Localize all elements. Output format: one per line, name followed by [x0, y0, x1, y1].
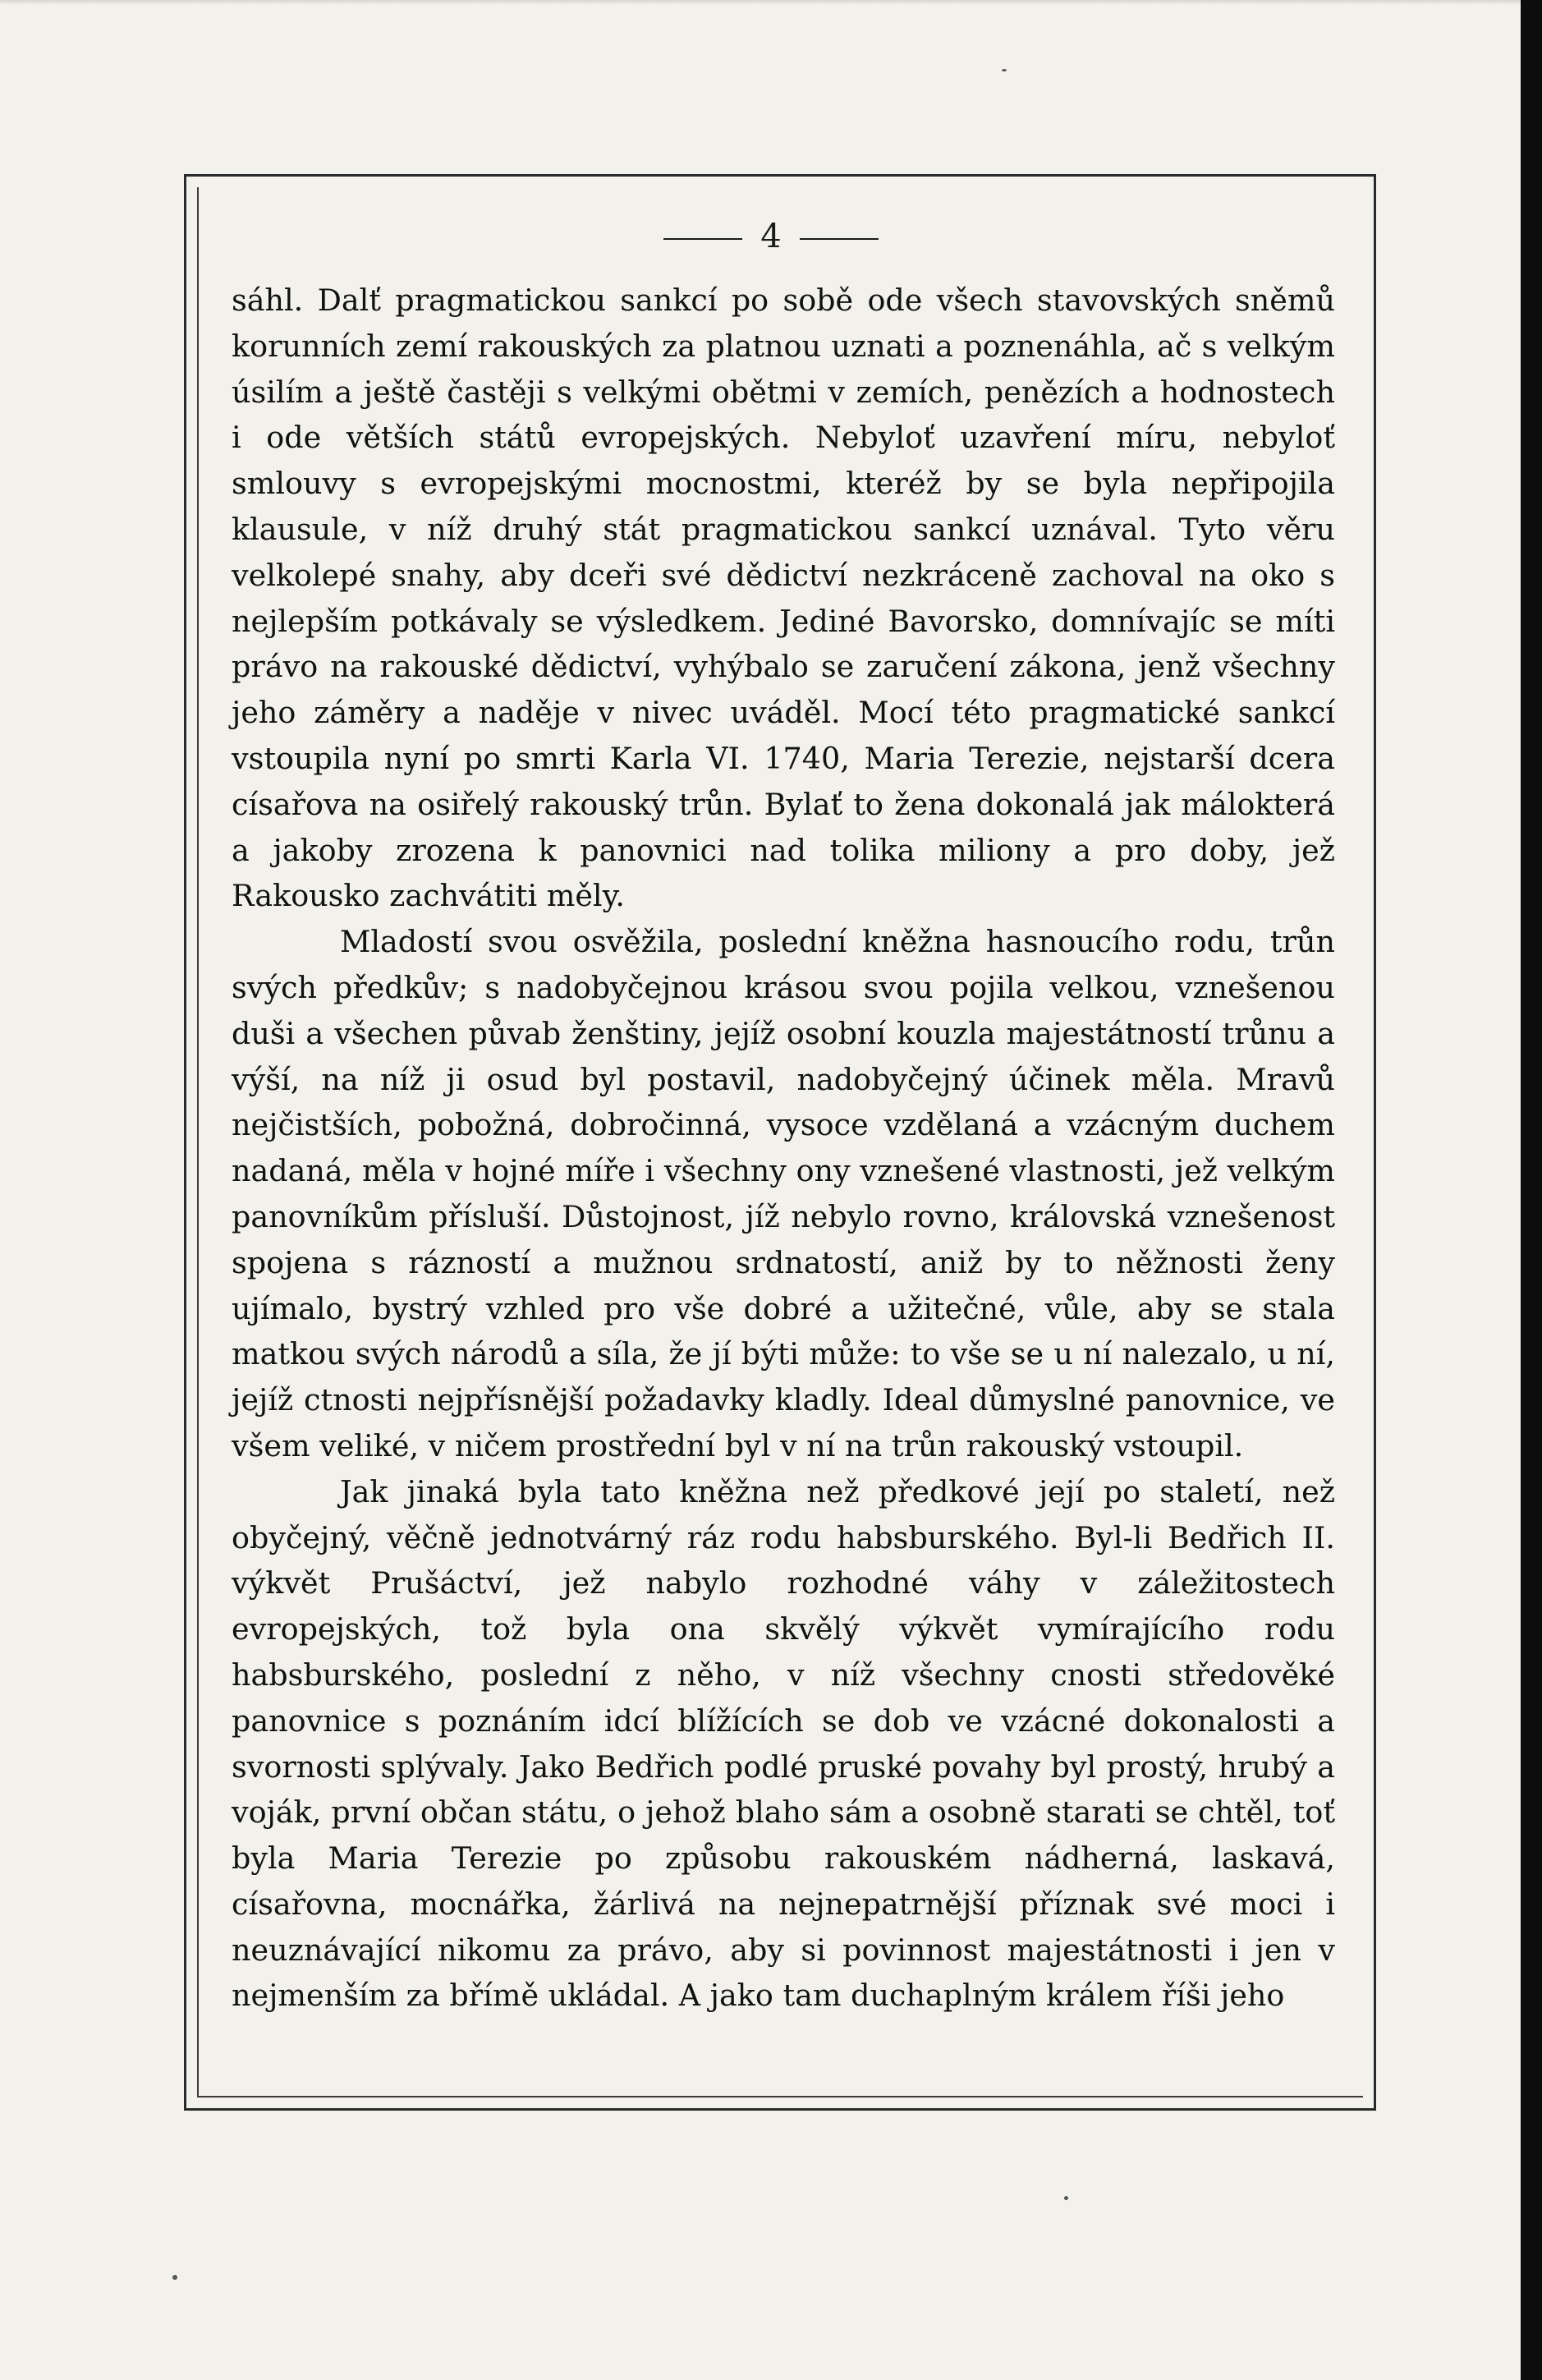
header-rule-left [663, 238, 742, 240]
header-rule-right [800, 238, 879, 240]
paragraph-3: Jak jinaká byla tato kněžna než předkové její po staletí, než obyčejný, věčně jednotvárný ráz rodu habsburského. Byl-li Bedřich II. výkvět Prušáctví, jež nabylo rozhodné váhy v záležitostech evropejských, tož byla ona skvělý výkvět vymírajícího rodu habsburského, poslední z něho, v níž všechny cnosti středověké panovnice s poznáním idcí blížících se dob ve vzácné dokonalosti a svornosti splývaly. Jako Bedřich podlé pruské povahy byl prostý, hrubý a voják, první občan státu, o jehož blaho sám a osobně starati se chtěl, toť byla Maria Terezie po způsobu rakouském nádherná, laskavá, císařovna, mocnářka, žárlivá na nejnepatrnější příznak své moci i neuznávající nikomu za právo, aby si povinnost majestátnosti i jen v nejmenším za břímě ukládal. A jako tam duchaplným králem říši jeho [232, 1473, 1335, 2014]
scan-speck [172, 2275, 177, 2280]
scan-speck [1064, 2196, 1068, 2200]
scan-top-edge [0, 0, 1542, 5]
scan-right-edge [1521, 0, 1542, 2380]
page-number: 4 [760, 218, 782, 255]
body-text [232, 278, 1335, 2019]
paragraph-2: Mladostí svou osvěžila, poslední kněžna hasnoucího rodu, trůn svých předkův; s nadobyčejnou krásou svou pojila velkou, vznešenou duši a všechen půvab ženštiny, jejíž osobní kouzla majestátností trůnu a výší, na níž ji osud byl postavil, nadobyčejný účinek měla. Mravů nejčistších, pobožná, dobročinná, vysoce vzdělaná a vzácným duchem nadaná, měla v hojné míře i všechny ony vznešené vlastnosti, jež velkým panovníkům přísluší. Důstojnost, jíž nebylo rovno, královská vznešenost spojena s rázností a mužnou srdnatostí, aniž by to něžnosti ženy ujímalo, bystrý vzhled pro vše dobré a užitečné, vůle, aby se stala matkou svých národů a síla, že jí býti může: to vše se u ní nalezalo, u ní, jejíž ctnosti nejpřísnější požadavky kladly. Ideal důmyslné panovnice, ve všem veliké, v ničem prostřední byl v ní na trůn rakouský vstoupil. [232, 924, 1335, 1463]
scan-speck [1002, 69, 1007, 71]
page-header [0, 217, 1542, 256]
paragraph-1: sáhl. Dalť pragmatickou sankcí po sobě ode všech stavovských sněmů korunních zemí rakouských za platnou uznati a poznenáhla, ač s velkým úsilím a ještě častěji s velkými obětmi v zemích, penězích a hodnostech i ode větších států evropejských. Nebyloť uzavření míru, nebyloť smlouvy s evropejskými mocnostmi, kteréž by se byla nepřipojila klausule, v níž druhý stát pragmatickou sankcí uznával. Tyto věru velkolepé snahy, aby dceři své dědictví nezkráceně zachoval na oko s nejlepším potkávaly se výsledkem. Jediné Bavorsko, domnívajíc se míti právo na rakouské dědictví, vyhýbalo se zaručení zákona, jenž všechny jeho záměry a naděje v nivec uváděl. Mocí této pragmatické sankcí vstoupila nyní po smrti Karla VI. 1740, Maria Terezie, nejstarší dcera císařova na osiřelý rakouský trůn. Bylať to žena dokonalá jak málokterá a jakoby zrozena k panovnici nad tolika miliony a pro doby, jež Rakousko zachvátiti měly. [232, 283, 1335, 914]
